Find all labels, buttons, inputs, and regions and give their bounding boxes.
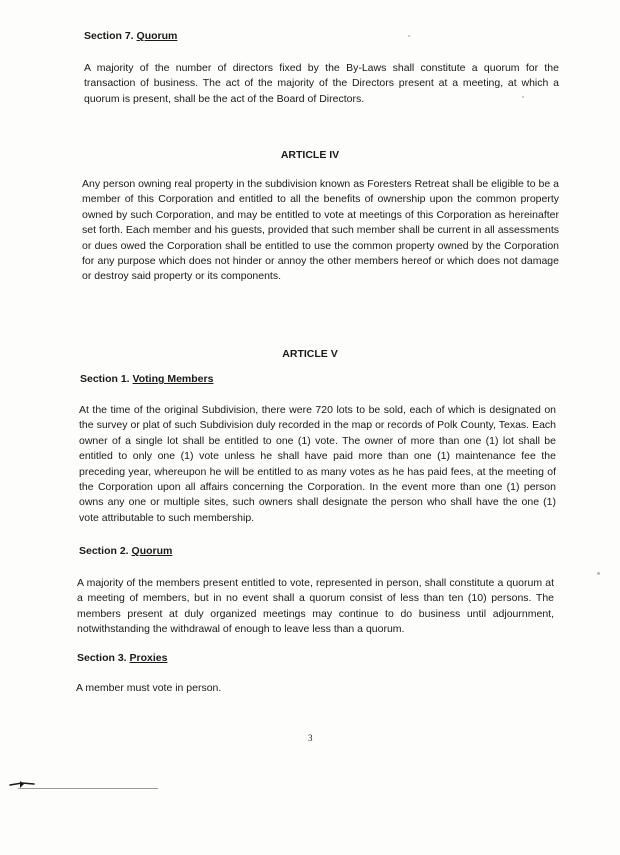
- pen-mark-icon: [8, 778, 38, 794]
- section-7-paragraph: A majority of the number of directors fixed by the By-Laws shall constitute a quorum for the transaction of business. The act of the majority of the Directors present at a meeting, at which a quorum is present, shall be the act of the Board of Directors.: [84, 62, 559, 105]
- section-3-heading: [77, 652, 167, 664]
- page-number: 3: [308, 733, 313, 743]
- section-7-label: Section 7.: [84, 30, 134, 42]
- article-iv-heading: ARTICLE IV: [280, 149, 340, 161]
- section-2-heading: [79, 545, 172, 557]
- section-3-title: Proxies: [129, 652, 168, 664]
- section-1-label: Section 1.: [80, 373, 130, 385]
- article-v-heading: ARTICLE V: [282, 348, 338, 360]
- section-3-label: Section 3.: [77, 652, 127, 664]
- article-iv-paragraph: Any person owning real property in the subdivision known as Foresters Retreat shall be eligible to be a member of this Corporation and entitled to all the benefits of ownership upon the common property owned by such Corporation, and may be entitled to vote at meetings of this Corporation as hereinafter set forth. Each member and his guests, provided that such member shall be current in all assessments or dues owed the Corporation shall be entitled to use the common property owned by the Corporation for any purpose which does not hinder or annoy the other members hereof or which does not damage or destroy said property or its components.: [82, 178, 559, 283]
- section-2-title: Quorum: [131, 545, 173, 557]
- section-3-paragraph: A member must vote in person.: [76, 682, 222, 694]
- section-1-paragraph: At the time of the original Subdivision, there were 720 lots to be sold, each of which is designated on the survey or plat of such Subdivision duly recorded in the map or records of Polk County, Texas. Each owner of a single lot shall be entitled to one (1) vote. The owner of more than one (1) lot shall be entitled to only one (1) vote unless he shall have paid more than one (1) maintenance fee the preceding year, whereupon he will be entitled to as many votes as he has paid fees, at the meeting of the Corporation upon all affairs concerning the Corporation. In the event more than one (1) person owns any one or multiple sites, such owners shall designate the person who shall have the one (1) vote attributable to such membership.: [79, 404, 556, 524]
- footer-line: [18, 788, 158, 789]
- section-7-title: Quorum: [136, 30, 178, 42]
- section-2-label: Section 2.: [79, 545, 129, 557]
- scan-speck: [408, 35, 410, 37]
- section-1-heading: [80, 373, 213, 385]
- section-7-heading: [84, 30, 177, 42]
- section-2-paragraph: A majority of the members present entitled to vote, represented in person, shall constitute a quorum at a meeting of members, but in no event shall a quorum consist of less than ten (10) persons. The members present at duly organized meetings may continue to do business until adjournment, notwithstanding the withdrawal of enough to leave less than a quorum.: [77, 577, 554, 636]
- scan-speck: [597, 572, 600, 575]
- scan-speck: [522, 96, 524, 98]
- section-1-title: Voting Members: [132, 373, 214, 385]
